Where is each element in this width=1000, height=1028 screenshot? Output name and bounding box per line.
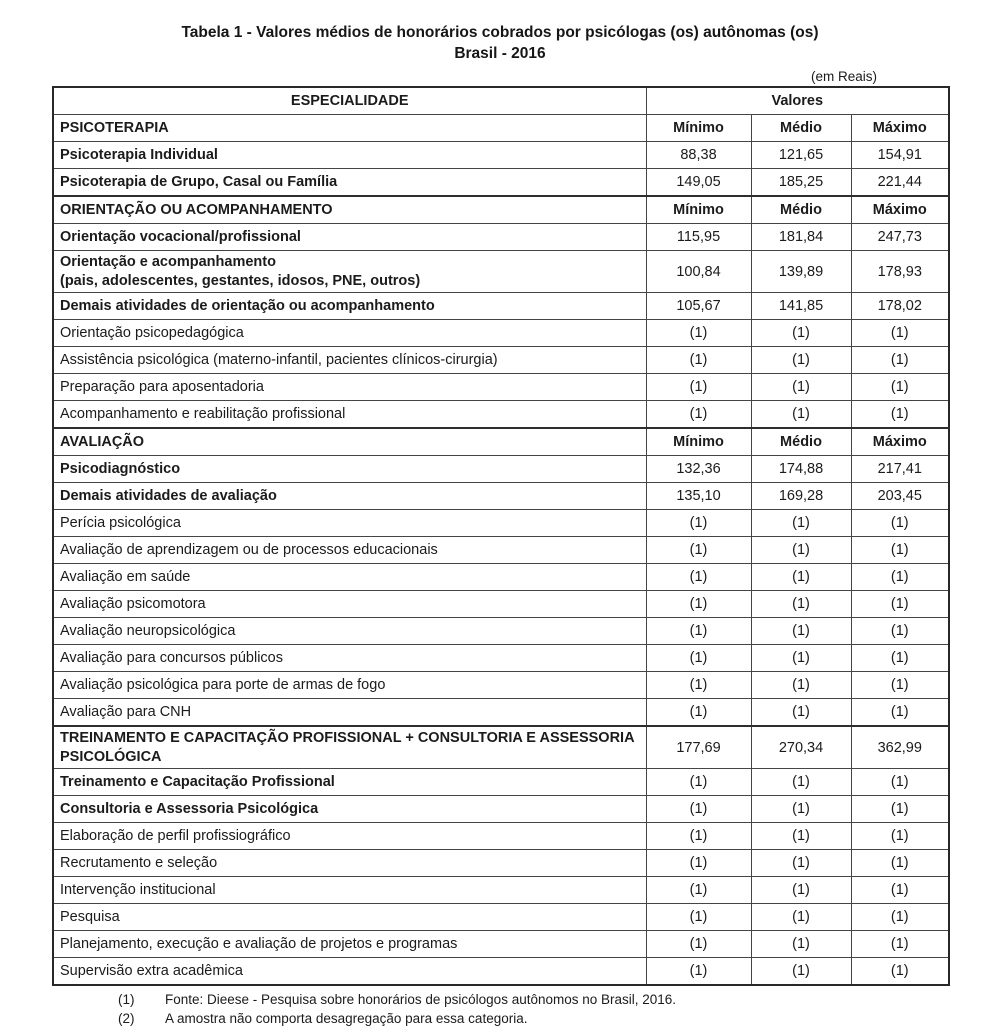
value-cell: 121,65 <box>751 142 851 169</box>
row-label: Treinamento e Capacitação Profissional <box>53 769 646 796</box>
table-row <box>53 958 949 986</box>
value-cell: 217,41 <box>851 456 949 483</box>
column-subheader: Mínimo <box>646 196 751 224</box>
header-row <box>53 87 949 115</box>
value-cell: 105,67 <box>646 293 751 320</box>
value-cell: (1) <box>646 510 751 537</box>
value-cell: (1) <box>851 796 949 823</box>
row-label: Elaboração de perfil profissiográfico <box>53 823 646 850</box>
column-subheader: Mínimo <box>646 115 751 142</box>
value-cell: (1) <box>646 877 751 904</box>
value-cell: (1) <box>646 591 751 618</box>
value-cell: 154,91 <box>851 142 949 169</box>
value-cell: (1) <box>751 510 851 537</box>
table-row <box>53 320 949 347</box>
value-cell: 203,45 <box>851 483 949 510</box>
row-label: Demais atividades de orientação ou acompanhamento <box>53 293 646 320</box>
value-cell: 115,95 <box>646 224 751 251</box>
row-label: Perícia psicológica <box>53 510 646 537</box>
table-row <box>53 169 949 197</box>
footnote-1 <box>118 990 1000 1009</box>
value-cell: (1) <box>851 618 949 645</box>
table-row <box>53 510 949 537</box>
table-title-line2: Brasil - 2016 <box>454 45 546 62</box>
value-cell: (1) <box>646 347 751 374</box>
value-cell: (1) <box>646 769 751 796</box>
value-cell: (1) <box>851 537 949 564</box>
value-cell: (1) <box>646 645 751 672</box>
table-title-line1: Tabela 1 - Valores médios de honorários cobrados por psicólogas (os) autônomas (os) <box>181 24 819 41</box>
row-label: Psicoterapia Individual <box>53 142 646 169</box>
value-cell: 178,93 <box>851 251 949 293</box>
value-cell: 362,99 <box>851 726 949 769</box>
row-label: Recrutamento e seleção <box>53 850 646 877</box>
value-cell: 221,44 <box>851 169 949 197</box>
row-label: Avaliação de aprendizagem ou de processos educacionais <box>53 537 646 564</box>
value-cell: (1) <box>751 537 851 564</box>
table-row <box>53 931 949 958</box>
value-cell: (1) <box>646 699 751 727</box>
value-cell: (1) <box>851 591 949 618</box>
table-row <box>53 224 949 251</box>
value-cell: (1) <box>646 374 751 401</box>
row-label: TREINAMENTO E CAPACITAÇÃO PROFISSIONAL + CONSULTORIA E ASSESSORIA PSICOLÓGICA <box>53 726 646 769</box>
value-cell: (1) <box>751 823 851 850</box>
value-cell: (1) <box>851 931 949 958</box>
value-cell: (1) <box>646 931 751 958</box>
value-cell: (1) <box>851 904 949 931</box>
row-label: Avaliação para concursos públicos <box>53 645 646 672</box>
row-label: Avaliação psicomotora <box>53 591 646 618</box>
value-cell: (1) <box>751 618 851 645</box>
table-row <box>53 796 949 823</box>
value-cell: (1) <box>751 645 851 672</box>
table-row <box>53 347 949 374</box>
column-subheader: Médio <box>751 115 851 142</box>
table-row <box>53 428 949 456</box>
value-cell: 135,10 <box>646 483 751 510</box>
value-cell: 270,34 <box>751 726 851 769</box>
value-cell: (1) <box>751 699 851 727</box>
value-cell: (1) <box>646 904 751 931</box>
value-cell: (1) <box>851 769 949 796</box>
value-cell: 174,88 <box>751 456 851 483</box>
value-cell: (1) <box>646 618 751 645</box>
value-cell: (1) <box>851 672 949 699</box>
row-label: Psicodiagnóstico <box>53 456 646 483</box>
table-row <box>53 537 949 564</box>
value-cell: (1) <box>851 510 949 537</box>
value-cell: (1) <box>851 850 949 877</box>
row-label: Planejamento, execução e avaliação de projetos e programas <box>53 931 646 958</box>
value-cell: 149,05 <box>646 169 751 197</box>
fees-table <box>52 86 950 986</box>
document-page <box>0 22 1000 1026</box>
row-label: Orientação psicopedagógica <box>53 320 646 347</box>
column-subheader: Mínimo <box>646 428 751 456</box>
table-row <box>53 142 949 169</box>
row-label: Avaliação em saúde <box>53 564 646 591</box>
value-cell: 185,25 <box>751 169 851 197</box>
value-cell: 169,28 <box>751 483 851 510</box>
table-row <box>53 251 949 293</box>
value-cell: 247,73 <box>851 224 949 251</box>
value-cell: (1) <box>851 320 949 347</box>
value-cell: (1) <box>851 877 949 904</box>
row-label: Psicoterapia de Grupo, Casal ou Família <box>53 169 646 197</box>
row-label: Consultoria e Assessoria Psicológica <box>53 796 646 823</box>
column-subheader: Máximo <box>851 196 949 224</box>
footnotes <box>118 990 1000 1028</box>
row-label: Demais atividades de avaliação <box>53 483 646 510</box>
table-body <box>53 115 949 986</box>
value-cell: (1) <box>751 904 851 931</box>
row-label: Orientação vocacional/profissional <box>53 224 646 251</box>
value-cell: 181,84 <box>751 224 851 251</box>
row-label: Intervenção institucional <box>53 877 646 904</box>
value-cell: (1) <box>851 401 949 429</box>
table-row <box>53 401 949 429</box>
table-title <box>60 22 940 64</box>
value-cell: (1) <box>751 958 851 986</box>
footnote-1-text: Fonte: Dieese - Pesquisa sobre honorários de psicólogos autônomos no Brasil, 2016. <box>165 992 677 1007</box>
value-cell: (1) <box>851 958 949 986</box>
table-row <box>53 769 949 796</box>
value-cell: (1) <box>646 401 751 429</box>
value-cell: (1) <box>851 564 949 591</box>
value-cell: (1) <box>751 850 851 877</box>
valores-header: Valores <box>646 87 949 115</box>
table-row <box>53 115 949 142</box>
row-label: Avaliação para CNH <box>53 699 646 727</box>
row-label: Assistência psicológica (materno-infantil, pacientes clínicos-cirurgia) <box>53 347 646 374</box>
value-cell: (1) <box>751 347 851 374</box>
table-row <box>53 564 949 591</box>
value-cell: (1) <box>646 672 751 699</box>
value-cell: 100,84 <box>646 251 751 293</box>
value-cell: (1) <box>851 347 949 374</box>
footnote-2 <box>118 1009 1000 1028</box>
row-label: Orientação e acompanhamento (pais, adolescentes, gestantes, idosos, PNE, outros) <box>53 251 646 293</box>
value-cell: (1) <box>646 850 751 877</box>
value-cell: 178,02 <box>851 293 949 320</box>
value-cell: 132,36 <box>646 456 751 483</box>
value-cell: (1) <box>646 796 751 823</box>
row-label: PSICOTERAPIA <box>53 115 646 142</box>
column-subheader: Médio <box>751 428 851 456</box>
row-label: ORIENTAÇÃO OU ACOMPANHAMENTO <box>53 196 646 224</box>
row-label: Acompanhamento e reabilitação profissional <box>53 401 646 429</box>
table-row <box>53 726 949 769</box>
value-cell: (1) <box>751 672 851 699</box>
value-cell: (1) <box>751 564 851 591</box>
table-row <box>53 823 949 850</box>
value-cell: 88,38 <box>646 142 751 169</box>
value-cell: (1) <box>751 591 851 618</box>
row-label: Avaliação neuropsicológica <box>53 618 646 645</box>
value-cell: (1) <box>751 374 851 401</box>
value-cell: 141,85 <box>751 293 851 320</box>
row-label: AVALIAÇÃO <box>53 428 646 456</box>
value-cell: (1) <box>751 769 851 796</box>
table-row <box>53 483 949 510</box>
row-label: Preparação para aposentadoria <box>53 374 646 401</box>
especialidade-header: ESPECIALIDADE <box>53 87 646 115</box>
value-cell: (1) <box>851 374 949 401</box>
table-row <box>53 196 949 224</box>
value-cell: (1) <box>851 645 949 672</box>
table-row <box>53 293 949 320</box>
value-cell: (1) <box>646 537 751 564</box>
value-cell: 139,89 <box>751 251 851 293</box>
value-cell: (1) <box>851 699 949 727</box>
value-cell: (1) <box>646 564 751 591</box>
row-label: Avaliação psicológica para porte de armas de fogo <box>53 672 646 699</box>
value-cell: (1) <box>751 320 851 347</box>
value-cell: (1) <box>751 877 851 904</box>
table-row <box>53 591 949 618</box>
table-row <box>53 877 949 904</box>
value-cell: (1) <box>646 958 751 986</box>
unit-note: (em Reais) <box>810 69 877 84</box>
value-cell: (1) <box>751 931 851 958</box>
value-cell: (1) <box>646 320 751 347</box>
row-label: Pesquisa <box>53 904 646 931</box>
table-row <box>53 456 949 483</box>
column-subheader: Máximo <box>851 115 949 142</box>
table-row <box>53 645 949 672</box>
row-label: Supervisão extra acadêmica <box>53 958 646 986</box>
value-cell: (1) <box>851 823 949 850</box>
footnote-2-label: (2) <box>118 1011 135 1026</box>
value-cell: (1) <box>646 823 751 850</box>
table-row <box>53 850 949 877</box>
footnote-1-label: (1) <box>118 992 135 1007</box>
value-cell: (1) <box>751 401 851 429</box>
table-row <box>53 904 949 931</box>
table-row <box>53 699 949 727</box>
value-cell: 177,69 <box>646 726 751 769</box>
column-subheader: Médio <box>751 196 851 224</box>
column-subheader: Máximo <box>851 428 949 456</box>
table-row <box>53 618 949 645</box>
table-row <box>53 374 949 401</box>
value-cell: (1) <box>751 796 851 823</box>
footnote-2-text: A amostra não comporta desagregação para essa categoria. <box>165 1011 528 1026</box>
table-row <box>53 672 949 699</box>
